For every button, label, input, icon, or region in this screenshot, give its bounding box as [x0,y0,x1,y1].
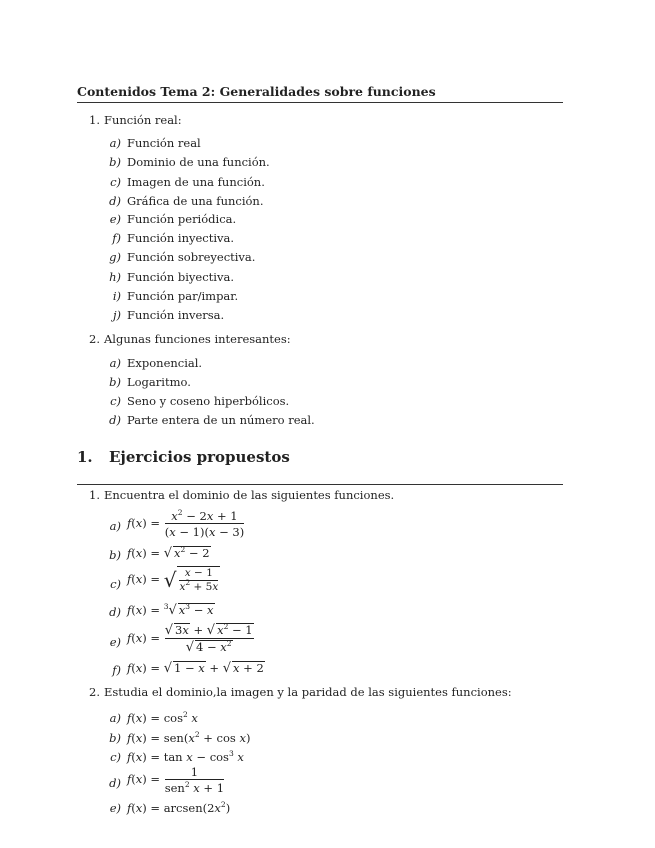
contents-item-2-number: 2. [89,332,100,346]
sub-item: Función sobreyectiva. [127,250,256,264]
sub-label: f) [112,231,121,245]
sub-label: a) [109,136,121,150]
header-rule [77,102,563,103]
sub-label: a) [109,356,121,370]
sub-label: h) [109,270,121,284]
sub-item: Función periódica. [127,212,237,226]
sub-item: Exponencial. [127,356,203,370]
formula-1a: f(x) = $\frac{x^2 - 2x + 1}{(x - 1)(x - 3)}$ [127,508,245,539]
section-rule [77,484,563,485]
sub-label: j) [112,308,121,322]
exercise-2-title: Estudia el dominio,la imagen y la paridad de las siguientes funciones: [104,685,512,699]
sub-label: b) [109,375,121,389]
sub-label: i) [112,289,121,303]
exercise-label: b) [109,731,121,745]
exercise-label: d) [109,776,121,790]
formula-2d: f(x) = $\frac{1}{sen^2 x + 1}$ [127,765,225,795]
contents-item-2-title: Algunas funciones interesantes: [104,332,291,346]
sub-label: c) [110,394,121,408]
exercise-label: e) [109,635,121,649]
sub-item: Logaritmo. [127,375,191,389]
section-number: 1. [77,448,93,466]
exercise-label: b) [109,548,121,562]
section-title: Ejercicios propuestos [109,448,290,466]
formula-1d: f(x) = $^3$√ $x^3 - x$ [127,602,214,618]
formula-1b: f(x) = √ $x^2 - 2$ [127,545,210,561]
exercise-label: c) [110,577,121,591]
formula-2c: $f(x) = \tan x - \cos^3 x$ [127,749,244,764]
formula-2b: $f(x) = sen(x^2 + \cos x)$ [127,730,251,745]
formula-2e: $f(x) = arcsen(2x^2)$ [127,800,231,815]
exercise-label: a) [109,519,121,533]
sub-label: g) [109,250,121,264]
exercise-1-number: 1. [89,488,100,502]
exercise-label: f) [112,663,121,677]
sub-item: Función real [127,136,201,150]
exercise-label: c) [110,750,121,764]
formula-1c: f(x) = √ $\frac{x - 1}{x^2 + 5x}$ [127,567,219,593]
contents-item-1-title: Función real: [104,113,182,127]
sub-item: Función inversa. [127,308,225,322]
sub-label: b) [109,155,121,169]
sub-item: Seno y coseno hiperbólicos. [127,394,290,408]
formula-1f: f(x) = √ 1 − x + √ x + 2 [127,661,264,676]
sub-item: Función biyectiva. [127,270,234,284]
sub-label: c) [110,175,121,189]
sub-item: Dominio de una función. [127,155,270,169]
sub-label: d) [109,194,121,208]
exercise-1-title: Encuentra el dominio de las siguientes funciones. [104,488,395,502]
sub-item: Gráfica de una función. [127,194,264,208]
sub-label: e) [109,212,121,226]
exercise-label: e) [109,801,121,815]
sub-label: d) [109,413,121,427]
exercise-label: d) [109,605,121,619]
exercise-label: a) [109,711,121,725]
sub-item: Función inyectiva. [127,231,235,245]
sub-item: Función par/impar. [127,289,239,303]
contents-item-1-number: 1. [89,113,100,127]
exercise-2-number: 2. [89,685,100,699]
formula-2a: $f(x) = \cos^2 x$ [127,710,198,725]
sub-item: Parte entera de un número real. [127,413,315,427]
contents-header: Contenidos Tema 2: Generalidades sobre funciones [77,84,436,99]
sub-item: Imagen de una función. [127,175,265,189]
section-heading [77,448,290,466]
formula-1e: f(x) = $\frac{√ 3x + √ x^2 - 1}{√ 4 - x^2}$ [127,622,253,655]
